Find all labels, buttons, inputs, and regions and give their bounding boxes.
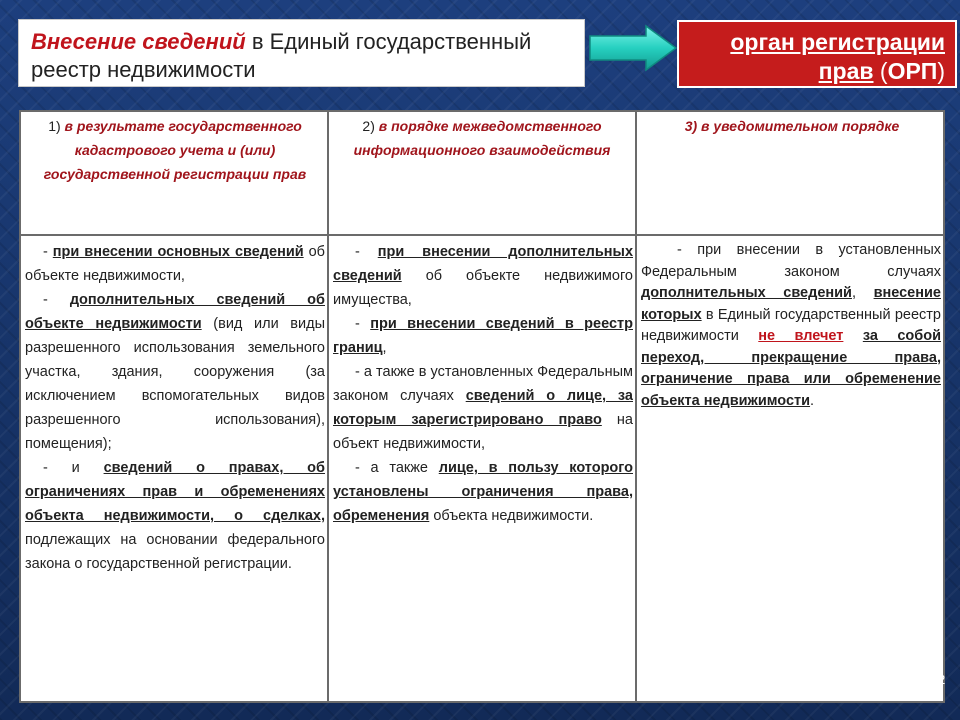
info-table	[19, 110, 945, 703]
text: объекта недвижимости.	[429, 508, 594, 524]
column-3-content	[641, 240, 941, 412]
orp-abbr: ОРП	[887, 58, 938, 84]
emphasis: дополнительных сведений об объекте недвижимости	[25, 292, 325, 332]
col2-paragraph	[333, 312, 633, 360]
orp-line1: орган регистрации	[730, 29, 945, 55]
arrow-right-icon	[588, 24, 678, 72]
emphasis: за собой переход, прекращение права, ограничение права или обременение объекта недвижимости	[641, 328, 941, 409]
text: - а также в установленных Федеральным законом случаях	[333, 364, 633, 404]
col2-paragraph	[333, 456, 633, 528]
page-number: 2	[938, 672, 946, 687]
column-header-3	[641, 114, 943, 138]
orp-paren-open: (	[873, 58, 888, 84]
col2-paragraph	[333, 360, 633, 456]
col1-paragraph	[25, 456, 325, 576]
text: .	[810, 392, 815, 409]
emphasis: при внесении дополнительных сведений	[333, 244, 634, 284]
col1-paragraph	[25, 240, 325, 288]
emphasis: лице, в пользу которого установлены ограничения права, обременения	[333, 460, 633, 524]
emphasis: сведений о лице, за которым зарегистрировано право	[333, 388, 633, 428]
emphasis: внесение которых	[641, 285, 941, 323]
orp-box	[677, 20, 957, 88]
text: на объект недвижимости,	[333, 412, 634, 452]
text: об объекте недвижимого имущества,	[333, 268, 633, 308]
text: в Единый государственный реестр недвижимости	[641, 306, 941, 344]
slide-title	[18, 19, 585, 87]
col3-paragraph	[641, 240, 941, 412]
text	[843, 328, 862, 344]
column-header-2	[341, 114, 623, 162]
column-header-1	[25, 114, 325, 186]
column-header-1-num: 1)	[48, 118, 65, 134]
orp-paren-close: )	[937, 58, 945, 84]
text: - а также	[355, 460, 439, 476]
column-header-2-title: в порядке межведомственного информационного взаимодействия	[353, 118, 611, 158]
title-emphasis: Внесение сведений	[31, 29, 246, 54]
text: -	[43, 292, 70, 308]
text: ,	[382, 340, 387, 356]
title-rest: в Единый государственный реестр недвижимости	[31, 29, 532, 82]
text: -	[43, 244, 53, 260]
text: - при внесении в установленных Федеральным законом случаях	[641, 242, 941, 280]
text: -	[355, 316, 371, 332]
emphasis: при внесении сведений в реестр границ	[333, 316, 633, 356]
text: об объекте недвижимости,	[25, 244, 325, 284]
text: подлежащих на основании федерального закона о государственной регистрации.	[25, 532, 325, 572]
text: - и	[43, 460, 104, 476]
orp-line2	[687, 57, 945, 86]
column-divider	[635, 112, 637, 701]
column-header-1-title: в результате государственного кадастрового учета и (или) государственной регистрации прав	[43, 118, 307, 182]
column-2-content	[333, 240, 633, 528]
column-header-2-num: 2)	[362, 118, 379, 134]
col1-paragraph	[25, 288, 325, 456]
column-header-3-title: 3) в уведомительном порядке	[684, 118, 900, 134]
col2-paragraph	[333, 240, 633, 312]
text: ,	[851, 285, 874, 301]
text: (вид или виды разрешенного использования земельного участка, здания, сооружения (за исключением вспомогательных видов разрешенного использования), помещения);	[25, 316, 325, 452]
header-divider	[21, 234, 943, 236]
red-emphasis: не влечет	[758, 328, 844, 344]
orp-prav: прав	[818, 58, 874, 84]
emphasis: при внесении основных сведений	[52, 244, 304, 260]
column-divider	[327, 112, 329, 701]
emphasis: дополнительных сведений	[641, 285, 852, 301]
column-1-content	[25, 240, 325, 576]
emphasis: сведений о правах, об ограничениях прав и обременениях объекта недвижимости, о сделках,	[25, 460, 325, 524]
text: -	[355, 244, 378, 260]
